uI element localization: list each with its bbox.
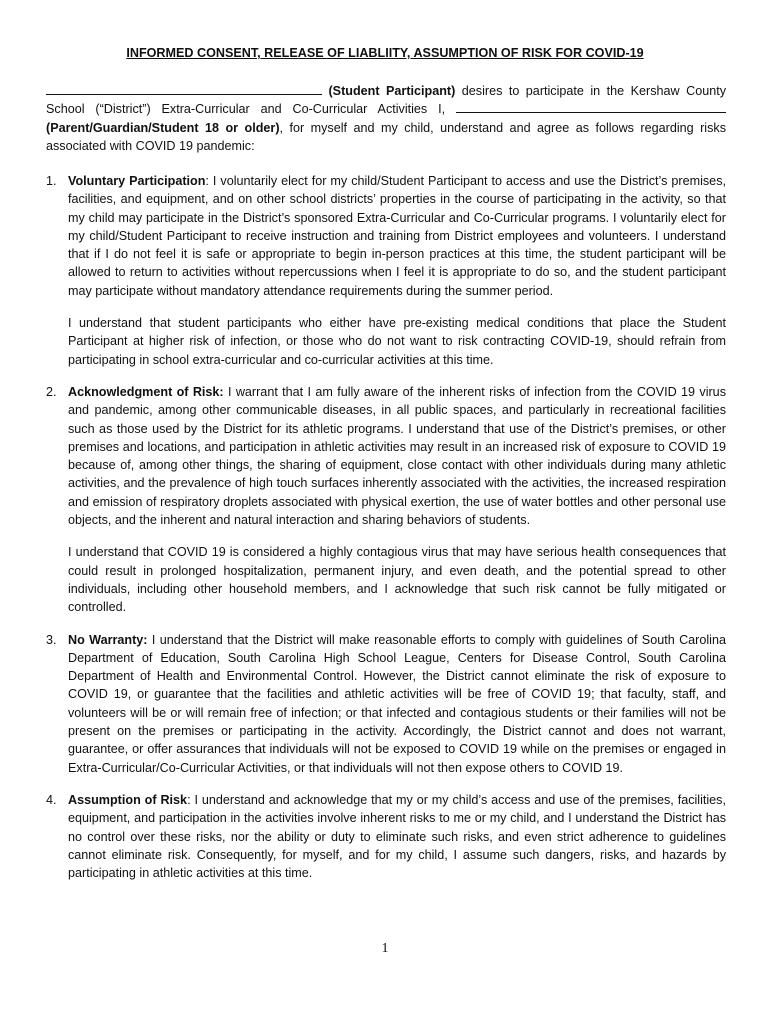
item-number: 3.	[46, 632, 57, 647]
list-item-assumption-of-risk	[46, 791, 726, 882]
intro-paragraph	[46, 82, 726, 155]
item-paragraph-secondary: I understand that COVID 19 is considered a highly contagious virus that may have serious health consequences that could result in prolonged hospitalization, permanent injury, and even death, and the potential spread to other individuals, including other household members, and I acknowledge that such risk cannot be fully mitigated or controlled.	[68, 545, 726, 615]
item-number: 2.	[46, 384, 57, 399]
item-heading: Acknowledgment of Risk:	[68, 384, 224, 399]
item-heading: Voluntary Participation	[68, 174, 206, 188]
student-name-blank[interactable]	[46, 82, 322, 95]
student-participant-label: (Student Participant)	[328, 84, 456, 98]
item-paragraph	[68, 383, 726, 529]
list-item-voluntary-participation	[46, 172, 726, 369]
list-item-no-warranty	[46, 631, 726, 777]
item-text: I understand that the District will make reasonable efforts to comply with guidelines of South Carolina Department of Education, South Carolina High School League, Centers for Disease Control, South Carolina Department of Health and Environmental Control. However, the District cannot eliminate the risk of exposure to COVID 19, or guarantee that the facilities and athletic activities will be free of COVID 19; that faculty, staff, and volunteers will be or will remain free of infection; or that infected and contagious students or their families will not be present on the premises or participating in the activity. Accordingly, the District cannot and does not warrant, guarantee, or offer assurances that individuals will not be exposed to COVID 19 while on the premises or engaged in Extra-Curricular/Co-Curricular Activities, or that individuals will not then expose others to COVID 19.	[68, 632, 726, 775]
parent-guardian-label: (Parent/Guardian/Student 18 or older)	[46, 120, 280, 135]
parent-name-blank[interactable]	[456, 100, 726, 113]
item-number: 1.	[46, 174, 57, 188]
item-text: I warrant that I am fully aware of the inherent risks of infection from the COVID 19 virus and pandemic, among other communicable diseases, in all public spaces, and particularly in recreational facilities such as those used by the District for its athletic programs. I understand that use of the District’s premises, or other premises and locations, and participation in athletic activities may result in an increased risk of exposure to COVID 19 because of, among other things, the sharing of equipment, close contact with other individuals during many athletic activities, and the prevalence of high touch surfaces inherently associated with the activities, the increased respiration and emission of respiratory droplets associated with physical exertion, the use of water bottles and other personal use objects, and the inherent and natural interaction and sharing behaviors of students.	[68, 384, 726, 528]
item-text: : I understand and acknowledge that my or my child’s access and use of the premises, facilities, equipment, and participation in the activities involve inherent risks to me or my child, and I understand the District has no control over these risks, nor the ability or duty to eliminate such risks, and even strict adherence to guidelines cannot eliminate risk. Consequently, for myself, and for my child, I assume such dangers, risks, and hazards by participating in athletic activities at this time.	[68, 792, 726, 881]
intro-text-1: desires to participate in the Kershaw County School (“District”) Extra-Curricular and Co-Curricular Activities I,	[46, 84, 726, 117]
item-text: : I voluntarily elect for my child/Student Participant to access and use the District’s premises, facilities, and equipment, and on other school districts’ properties in the course of participating in the activity, so that my child may participate in the District’s sponsored Extra-Curricular and Co-Curricular programs. I voluntarily elect for my child/Student Participant to receive instruction and training from District employees and volunteers. I understand that if I do not feel it is safe or appropriate to begin in-person practices at this time, the student participant will be allowed to return to activities without repercussions when I feel it is appropriate to do so, and the student participant may participate without mandatory attendance requirements during the summer period.	[68, 174, 726, 298]
document-title: INFORMED CONSENT, RELEASE OF LIABLIITY, ASSUMPTION OF RISK FOR COVID-19	[126, 46, 644, 60]
item-paragraph	[68, 172, 726, 300]
item-number: 4.	[46, 792, 57, 807]
item-paragraph	[68, 631, 726, 777]
item-paragraph-secondary: I understand that student participants who either have pre-existing medical conditions that place the Student Participant at higher risk of infection, or those who do not want to risk contracting COVID-19, should refrain from participating in school extra-curricular and co-curricular activities at this time.	[68, 316, 726, 367]
page-number: 1	[381, 941, 389, 956]
intro-text-2: , for myself and my child, understand and agree as follows regarding risks associated with COVID 19 pandemic:	[46, 120, 726, 153]
list-item-acknowledgment-of-risk	[46, 383, 726, 617]
terms-list	[46, 172, 726, 896]
item-paragraph	[68, 791, 726, 882]
item-heading: Assumption of Risk	[68, 792, 188, 807]
item-heading: No Warranty:	[68, 632, 148, 647]
